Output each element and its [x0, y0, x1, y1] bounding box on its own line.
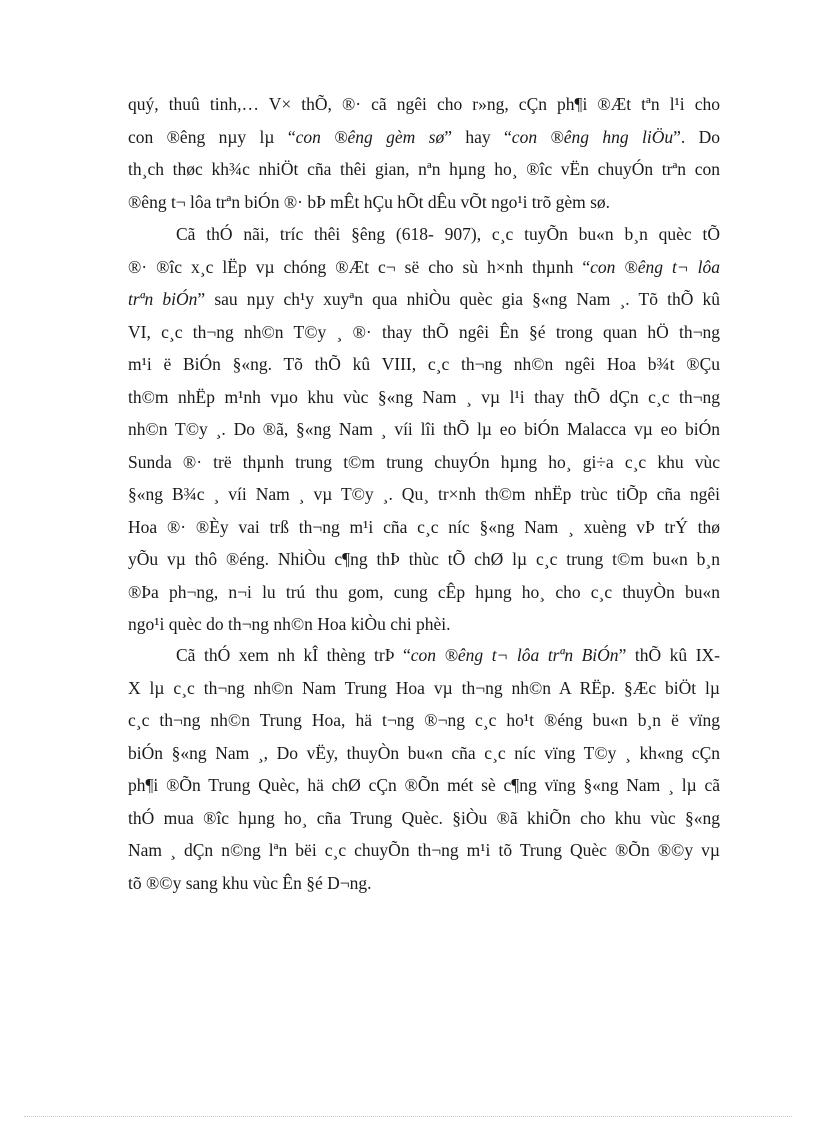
text-run: th©m nhËp m¹nh vµo khu vùc §«ng Nam ¸ vµ l¹i thay thÕ dÇn c¸c th¬ng — [128, 386, 720, 407]
text-run: ”. Do — [673, 126, 720, 147]
text-run: c¸c th¬ng nh©n Trung Hoa, hä t¬ng ®¬ng c¸c ho¹t ®éng bu«n b¸n ë vïng — [128, 710, 720, 730]
text-line — [128, 769, 720, 802]
text-run: VI, c¸c th¬ng nh©n T©y ¸ ®· thay thÕ ngêi Ên §é trong quan hÖ th¬ng — [128, 321, 720, 342]
text-run: Hoa ®· ®Èy vai trß th¬ng m¹i cña c¸c níc §«ng Nam ¸ xuèng vÞ trÝ thø — [128, 516, 720, 537]
text-line — [128, 543, 720, 576]
text-run: ” thÕ kû IX- — [618, 645, 721, 665]
text-line — [128, 608, 720, 641]
paragraph-1 — [128, 88, 720, 218]
text-run: Sunda ®· trë thµnh trung t©m trung chuyÓn hµng ho¸ gi÷a c¸c khu vùc — [128, 451, 720, 472]
text-run: X lµ c¸c th¬ng nh©n Nam Trung Hoa vµ th¬ng nh©n A RËp. §Æc biÖt lµ — [128, 677, 720, 698]
text-run: tõ ®©y sang khu vùc Ên §é D¬ng. — [128, 872, 372, 893]
text-run: yÕu vµ thô ®éng. NhiÒu c¶ng thÞ thùc tÕ chØ lµ c¸c trung t©m bu«n b¸n — [128, 549, 720, 569]
text-line — [128, 639, 720, 672]
text-run: con ®êng nµy lµ “ — [128, 126, 296, 147]
paragraph-2 — [128, 218, 720, 641]
text-line — [128, 737, 720, 770]
text-run: ®Þa ph¬ng, n¬i lu trú thu gom, cung cÊp hµng ho¸ cho c¸c thuyÒn bu«n — [128, 581, 720, 602]
text-line — [128, 576, 720, 609]
text-run: th¸ch thøc kh¾c nhiÖt cña thêi gian, nªn hµng ho¸ ®îc vËn chuyÓn trªn con — [128, 159, 720, 179]
italic-phrase: con ®êng t¬ lôa — [590, 256, 721, 277]
text-line — [128, 511, 720, 544]
text-run: ®êng t¬ lôa trªn biÓn ®· bÞ mÊt hÇu hÕt dÊu vÕt ngo¹i trõ gèm sø. — [128, 191, 611, 212]
text-run: quý, thuû tinh,… V× thÕ, ®· cã ngêi cho r»ng, cÇn ph¶i ®Æt tªn l¹i cho — [128, 94, 720, 114]
text-line — [128, 446, 720, 479]
text-line — [128, 186, 720, 219]
text-line — [128, 413, 720, 446]
text-line — [128, 251, 720, 284]
text-run: ” hay “ — [444, 126, 512, 147]
text-run: §«ng B¾c ¸ víi Nam ¸ vµ T©y ¸. Qu¸ tr×nh th©m nhËp trùc tiÕp cña ngêi — [128, 484, 720, 504]
text-run: ®· ®îc x¸c lËp vµ chóng ®Æt c¬ së cho sù h×nh thµnh “ — [128, 256, 591, 277]
text-line — [128, 478, 720, 511]
text-line — [128, 802, 720, 835]
text-run: m¹i ë BiÓn §«ng. Tõ thÕ kû VIII, c¸c th¬ng nh©n ngêi Hoa b¾t ®Çu — [128, 354, 720, 374]
text-run: ngo¹i quèc do th¬ng nh©n Hoa kiÒu chi phèi. — [128, 614, 451, 634]
italic-phrase: con ®êng t¬ lôa trªn BiÓn — [410, 645, 619, 665]
text-run: ” sau nµy ch¹y xuyªn qua nhiÒu quèc gia §«ng Nam ¸. Tõ thÕ kû — [197, 289, 720, 309]
text-run: Cã thÓ xem nh kÎ thèng trÞ “ — [176, 645, 411, 665]
text-line — [128, 348, 720, 381]
text-line — [128, 867, 720, 900]
text-run: ph¶i ®Õn Trung Quèc, hä chØ cÇn ®Õn mét sè c¶ng vïng §«ng Nam ¸ lµ cã — [128, 775, 720, 795]
text-line — [128, 834, 720, 867]
italic-phrase: con ®êng hng liÖu — [511, 126, 674, 147]
italic-phrase: con ®êng gèm sø — [295, 126, 445, 147]
text-run: nh©n T©y ¸. Do ®ã, §«ng Nam ¸ víi lîi thÕ lµ eo biÓn Malacca vµ eo biÓn — [128, 419, 720, 439]
text-line — [128, 381, 720, 414]
text-run: Cã thÓ nãi, tríc thêi §êng (618- 907), c¸c tuyÕn bu«n b¸n quèc tÕ — [176, 224, 720, 244]
text-line — [128, 153, 720, 186]
text-line — [128, 704, 720, 737]
text-run: thÓ mua ®îc hµng ho¸ cña Trung Quèc. §iÒu ®ã khiÕn cho khu vùc §«ng — [128, 807, 720, 828]
text-run: Nam ¸ dÇn n©ng lªn bëi c¸c chuyÕn th¬ng m¹i tõ Trung Quèc ®Õn ®©y vµ — [128, 840, 720, 860]
text-line — [128, 316, 720, 349]
text-line — [128, 672, 720, 705]
text-line — [128, 88, 720, 121]
text-line — [128, 218, 720, 251]
text-run: biÓn §«ng Nam ¸, Do vËy, thuyÒn bu«n cña c¸c níc vïng T©y ¸ kh«ng cÇn — [128, 742, 720, 763]
paragraph-3 — [128, 639, 720, 899]
italic-phrase: trªn biÓn — [128, 289, 198, 309]
text-line — [128, 121, 720, 154]
page-bottom-rule — [24, 1116, 792, 1117]
text-line — [128, 283, 720, 316]
